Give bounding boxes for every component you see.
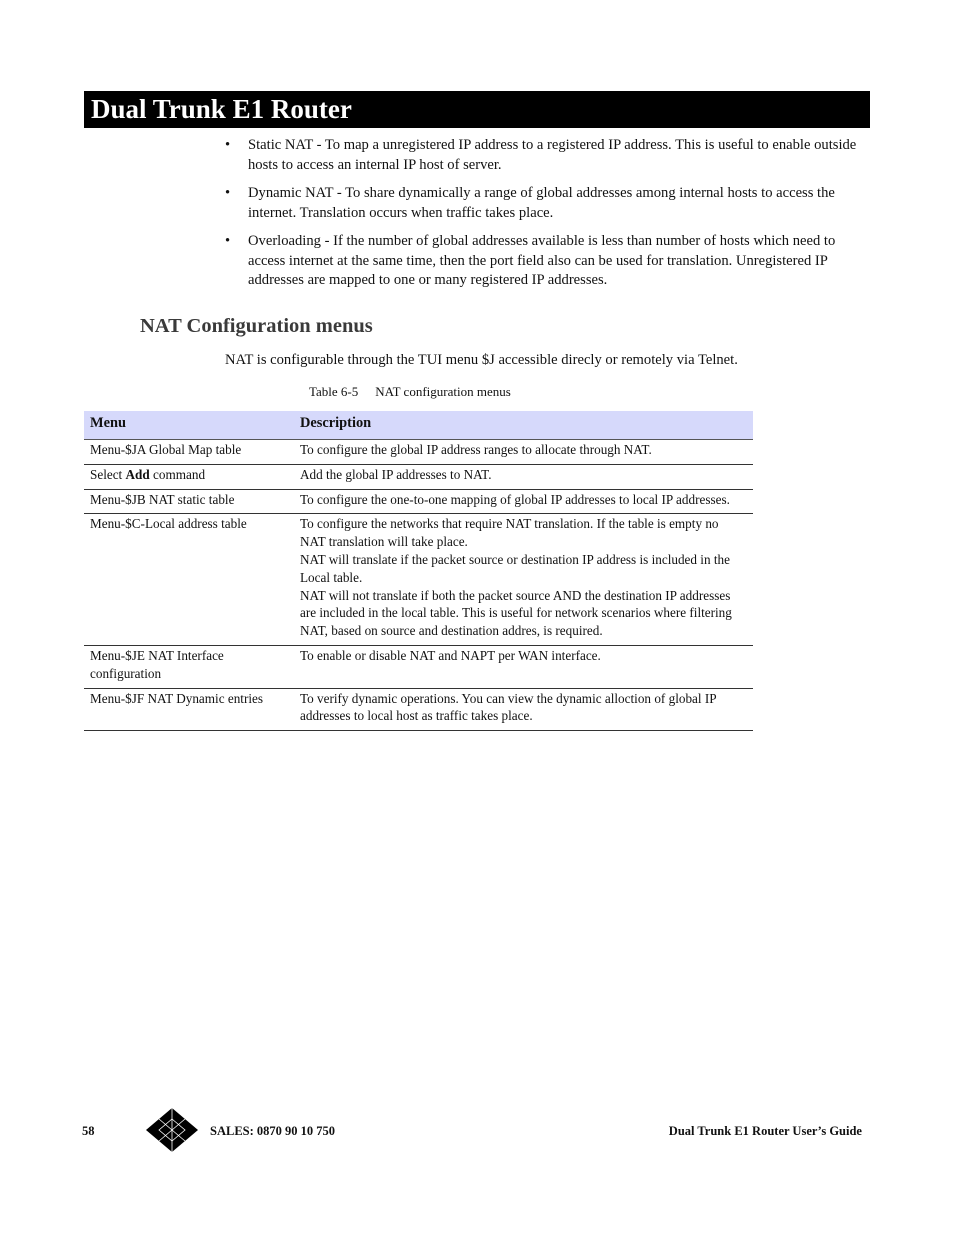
list-item-text: Overloading - If the number of global addresses available is less than number of hosts which need to access internet at the same time, then the port field also can be used for translation. Unregistered IP addresses are mapped to one or many registered IP addresses. [248, 232, 836, 289]
page-header-bar [84, 91, 870, 128]
description-line: NAT will translate if the packet source or destination IP address is included in the Local table. [300, 551, 730, 585]
list-item [225, 136, 870, 175]
description-cell [294, 645, 753, 688]
menu-cell: Menu-$C-Local address table [84, 514, 294, 646]
menu-suffix: command [149, 466, 206, 482]
table-row [84, 489, 753, 514]
column-header-description: Description [294, 411, 753, 440]
table-row [84, 514, 753, 646]
bullet-icon: • [225, 232, 231, 249]
page-header-title: Dual Trunk E1 Router [91, 94, 352, 124]
table-caption-number: Table 6-5 [309, 384, 359, 399]
description-cell [294, 514, 753, 646]
menu-cell: Menu-$JE NAT Interface configuration [84, 645, 294, 688]
description-line: Add the global IP addresses to NAT. [300, 466, 492, 482]
description-line: To configure the one-to-one mapping of global IP addresses to local IP addresses. [300, 491, 730, 507]
bullet-icon: • [225, 137, 231, 153]
menu-cell: Menu-$JA Global Map table [84, 440, 294, 465]
table-row [84, 464, 753, 489]
table-caption [309, 384, 511, 400]
column-header-menu: Menu [84, 411, 294, 440]
list-item [225, 232, 870, 291]
description-line: To configure the global IP address ranges to allocate through NAT. [300, 442, 652, 457]
footer-guide-title: Dual Trunk E1 Router User’s Guide [668, 1124, 862, 1138]
nat-types-list [225, 136, 870, 299]
table-caption-title: NAT configuration menus [375, 384, 511, 399]
table-header-row [84, 411, 753, 440]
menu-command-bold: Add [125, 466, 150, 482]
description-cell [294, 440, 753, 465]
page-number: 58 [82, 1124, 95, 1138]
table-row [84, 440, 753, 465]
section-title: NAT Configuration menus [140, 315, 373, 337]
description-line: To enable or disable NAT and NAPT per WAN interface. [300, 647, 601, 663]
description-line: To verify dynamic operations. You can view the dynamic alloction of global IP addresses to local host as traffic takes place. [300, 690, 717, 724]
table-row [84, 645, 753, 688]
description-cell [294, 464, 753, 489]
description-line: To configure the networks that require NAT translation. If the table is empty no NAT translation will take place. [300, 516, 719, 550]
list-item [225, 184, 870, 223]
list-item-text: Dynamic NAT - To share dynamically a range of global addresses among internal hosts to access the internet. Translation occurs when traffic takes place. [248, 184, 835, 221]
description-cell [294, 489, 753, 514]
section-intro: NAT is configurable through the TUI menu $J accessible direcly or remotely via Telnet. [225, 352, 738, 368]
black-box-diamond-logo-icon [146, 1108, 198, 1157]
description-line: NAT will not translate if both the packet source AND the destination IP addresses are included in the local table. This is useful for network scenarios where filtering NAT, based on source and destination addres, is required. [300, 587, 732, 639]
menu-cell: Menu-$JB NAT static table [84, 489, 294, 514]
menu-cell: Menu-$JF NAT Dynamic entries [84, 688, 294, 731]
menu-cell [84, 464, 294, 489]
nat-config-table [84, 411, 753, 731]
bullet-icon: • [225, 184, 231, 201]
table-row [84, 688, 753, 731]
description-cell [294, 688, 753, 731]
footer-sales: SALES: 0870 90 10 750 [210, 1124, 336, 1138]
list-item-text: Static NAT - To map a unregistered IP address to a registered IP address. This is useful to enable outside hosts to access an internal IP host of server. [248, 137, 857, 173]
menu-prefix: Select [90, 466, 126, 482]
